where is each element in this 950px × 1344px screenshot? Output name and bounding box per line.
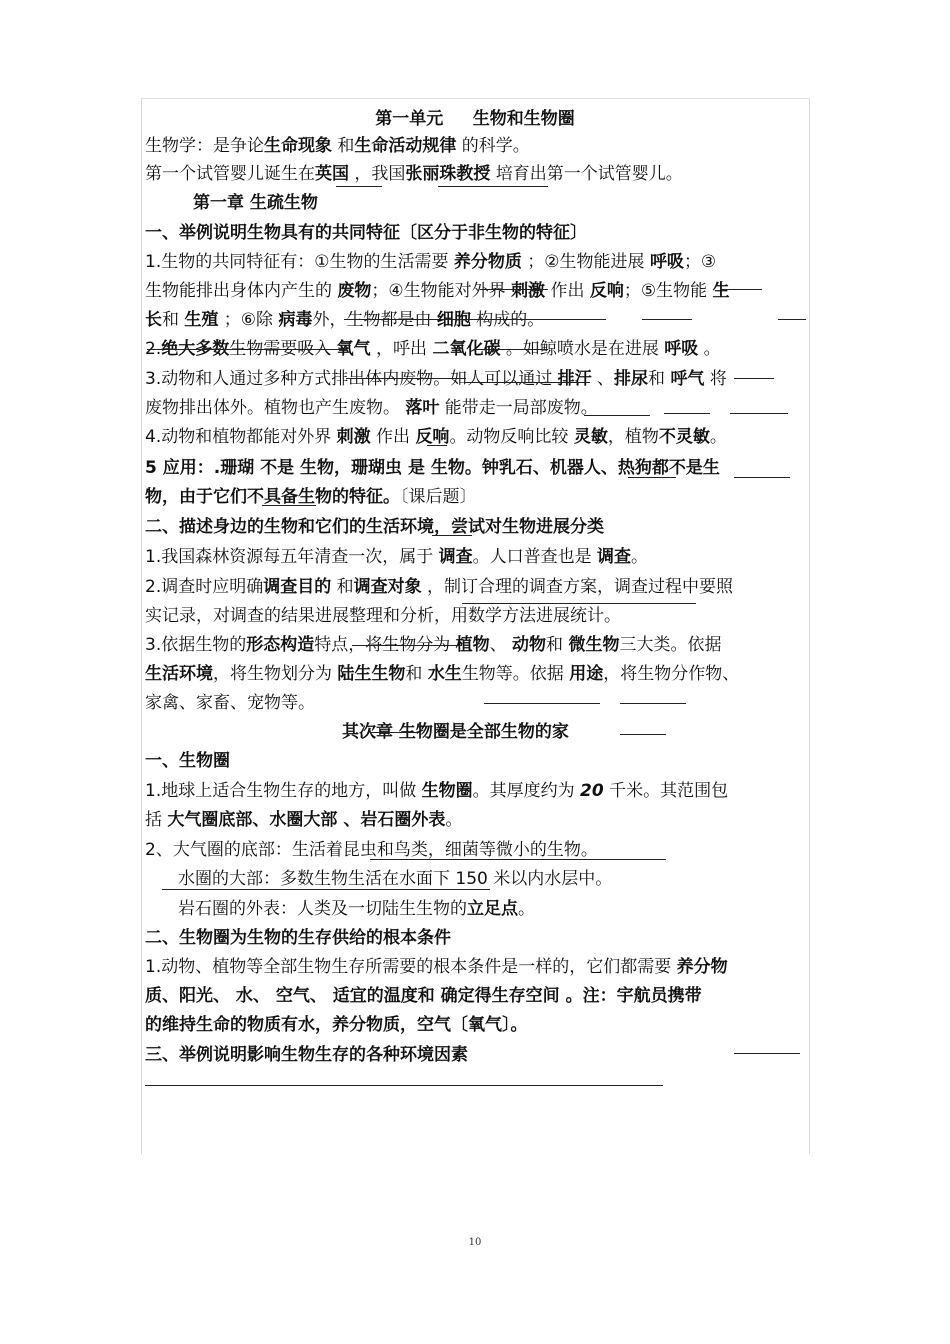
paragraph-line: 长和 生殖 ；⑥除 病毒外，生物都是由 细胞 构成的。 <box>145 310 545 330</box>
underline-mark <box>336 186 382 187</box>
underline-mark <box>432 535 472 536</box>
paragraph-line: 1.生物的共同特征有：①生物的生活需要 养分物质 ；②生物能进展 呼吸；③ <box>145 252 717 272</box>
definition-line: 生物学：是争论生命现象 和生命活动规律 的科学。 <box>145 136 530 156</box>
underline-mark <box>427 445 447 446</box>
application-line: 物，由于它们不具备生物的特征。〔课后题〕 <box>145 487 477 507</box>
underline-mark <box>462 603 696 604</box>
paragraph-line: 1.地球上适合生物生存的地方，叫做 生物圈。其厚度约为 20 千米。其范围包 <box>145 781 729 801</box>
underline-mark <box>464 382 590 383</box>
paragraph-line: 3.动物和人通过多种方式排出体内废物。如人可以通过 排汗 、排尿和 呼气 将 <box>145 369 727 389</box>
strike-mark <box>346 378 466 379</box>
strike-mark <box>480 289 548 290</box>
chapter-two-title: 其次章 生物圈是全部生物的家 <box>342 722 569 742</box>
underline-mark <box>778 319 806 320</box>
paragraph-line: 生活环境，将生物划分为 陆生生物和 水生生物等。依据 用途，将生物分作物、 <box>145 664 740 684</box>
underline-mark <box>162 889 490 890</box>
underline-mark <box>620 734 666 735</box>
paragraph-line: 2.绝大多数生物需要吸入 氧气 ，呼出 二氧化碳 。如鲸喷水是在进展 呼吸 。 <box>145 339 721 359</box>
paragraph-line: 实记录，对调查的结果进展整理和分析，用数学方法进展统计。 <box>145 606 621 626</box>
application-line: 5 应用：.珊瑚 不是 生物，珊瑚虫 是 生物。钟乳石、机器人、热狗都不是生 <box>145 458 720 478</box>
strike-mark <box>734 378 774 379</box>
underline-mark <box>262 505 316 506</box>
strike-mark <box>147 349 347 350</box>
underline-mark <box>734 477 790 478</box>
paragraph-line: 3.依据生物的形态构造特点，将生物分为 植物、 动物和 微生物三大类。依据 <box>145 635 722 655</box>
paragraph-line: 括 大气圈底部、水圈大部 、岩石圈外表。 <box>145 810 463 830</box>
paragraph-line: 生物能排出身体内产生的 废物；④生物能对外界 刺激 作出 反响；⑤生物能 生 <box>145 281 730 301</box>
underline-mark <box>730 413 788 414</box>
underline-mark <box>438 186 548 187</box>
underline-mark <box>642 319 692 320</box>
paragraph-line: 的维持生命的物质有水，养分物质，空气〔氧气〕。 <box>145 1015 528 1035</box>
underline-mark <box>664 413 710 414</box>
section-heading-2: 二、描述身边的生物和它们的生活环境，尝试对生物进展分类 <box>145 517 604 537</box>
section-heading-3: 一、生物圈 <box>145 751 230 771</box>
paragraph-line: 质、阳光、 水、 空气、 适宜的温度和 确定得生存空间 。注：宇航员携带 <box>145 986 702 1006</box>
paragraph-line: 2、大气圈的底部：生活着昆虫和鸟类，细菌等微小的生物。 <box>145 840 598 860</box>
paragraph-line: 水圈的大部：多数生物生活在水面下 150 米以内水层中。 <box>178 869 613 889</box>
paragraph-line: 岩石圈的外表：人类及一切陆生生物的立足点。 <box>178 899 535 919</box>
section-heading-1: 一、举例说明生物具有的共同特征〔区分于非生物的特征〕 <box>145 223 587 243</box>
underline-mark <box>145 1085 663 1086</box>
underline-mark <box>370 859 666 860</box>
test-tube-baby-line: 第一个试管婴儿诞生在英国 ，我国张丽珠教授 培育出第一个试管婴儿。 <box>145 164 683 184</box>
page-number: 10 <box>468 1237 482 1248</box>
underline-mark <box>628 477 676 478</box>
section-heading-4: 二、生物圈为生物的生存供给的根本条件 <box>145 928 451 948</box>
strike-mark <box>344 319 606 320</box>
strike-mark <box>352 645 462 646</box>
strike-mark <box>474 349 548 350</box>
chapter-one-title: 第一章 生疏生物 <box>193 193 318 213</box>
paragraph-line: 家禽、家畜、宠物等。 <box>145 693 315 713</box>
strike-mark <box>370 732 420 733</box>
paragraph-line: 废物排出体外。植物也产生废物。 落叶 能带走一局部废物。 <box>145 398 598 418</box>
paragraph-line: 1.我国森林资源每五年清查一次，属于 调查。人口普查也是 调查。 <box>145 547 649 567</box>
underline-mark <box>484 703 600 704</box>
underline-mark <box>620 703 686 704</box>
paragraph-line: 2.调查时应明确调查目的 和调查对象 ，制订合理的调查方案，调查过程中要照 <box>145 577 734 597</box>
paragraph-line: 1.动物、植物等全部生物生存所需要的根本条件是一样的，它们都需要 养分物 <box>145 957 728 977</box>
strike-mark <box>720 289 762 290</box>
section-heading-5: 三、举例说明影响生物生存的各种环境因素 <box>145 1045 468 1065</box>
underline-mark <box>734 1053 800 1054</box>
underline-mark <box>584 415 650 416</box>
paragraph-line: 4.动物和植物都能对外界 刺激 作出 反响。动物反响比较 灵敏，植物不灵敏。 <box>145 427 727 447</box>
unit-title: 第一单元 生物和生物圈 <box>375 109 575 129</box>
